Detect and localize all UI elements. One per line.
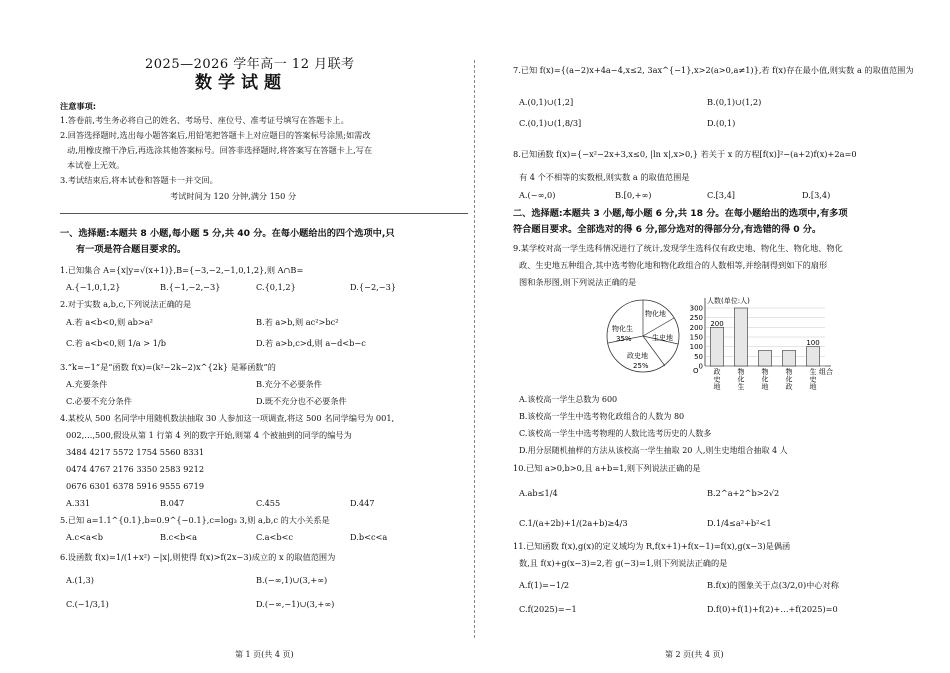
pie-label-wuhuadi: 物化地	[645, 310, 666, 318]
q7-option-b: B.(0,1)∪(1,2)	[707, 97, 762, 107]
page-footer-left: 第 1 页(共 4 页)	[235, 650, 294, 659]
q8-option-d: D.[3,4)	[802, 190, 831, 200]
separator	[60, 213, 468, 214]
question-10: 10.已知 a>0,b>0,且 a+b=1,则下列说法正确的是	[513, 463, 701, 473]
q7-option-d: D.(0,1)	[707, 118, 736, 128]
q4-option-a: A.331	[66, 498, 91, 508]
x-tick-label: 物	[761, 368, 769, 376]
q9-option-b: B.该校高一学生中选考物化政组合的人数为 80	[519, 412, 685, 421]
bar-series	[710, 308, 819, 390]
section1-heading-cont: 有一项是符合题目要求的。	[76, 244, 187, 255]
bar-3	[782, 351, 795, 366]
q7-option-a: A.(0,1)∪(1,2]	[519, 97, 574, 107]
question-6: 6.设函数 f(x)=1/(1+x²) −|x|,则使得 f(x)>f(2x−3)成立的 x 的取值范围为	[60, 552, 336, 562]
x-axis-label: 组合	[819, 368, 833, 376]
question-4: 4.某校从 500 名同学中用随机数法抽取 30 人参加这一项调查,将这 500 名同学编号为 001,	[60, 413, 395, 423]
question-11-cont: 数,且 f(x)+g(x−3)=2,若 g(−3)=1,则下列说法正确的是	[519, 558, 728, 568]
q5-option-c: C.a<b<c	[256, 532, 294, 542]
question-2: 2.对于实数 a,b,c,下列说法正确的是	[60, 299, 192, 309]
x-tick-label: 地	[713, 383, 721, 390]
page-footer-right: 第 2 页(共 4 页)	[665, 650, 724, 659]
bar-value-label: 100	[806, 339, 820, 348]
q11-option-a: A.f(1)=−1/2	[519, 580, 570, 590]
y-tick-label: 150	[689, 333, 703, 342]
y-tick-label: 0	[698, 362, 703, 371]
pie-label-shengshidi: 生史地	[652, 334, 673, 342]
q2-option-d: D.若 a>b,c>d,则 a−d<b−c	[256, 338, 366, 348]
q8-option-b: B.[0,+∞)	[615, 190, 652, 200]
question-8: 8.已知函数 f(x)={−x²−2x+3,x≤0, |ln x|,x>0,} 若关于 x 的方程[f(x)]²−(a+2)f(x)+2a=0	[513, 149, 857, 159]
bar-0	[710, 327, 723, 366]
q1-option-b: B.{−1,−2,−3}	[160, 282, 221, 292]
x-tick-label: 地	[761, 383, 769, 390]
q5-option-b: B.c<b<a	[160, 532, 198, 542]
question-1: 1.已知集合 A={x|y=√(x+1)},B={−3,−2,−1,0,1,2},则 A∩B=	[60, 265, 304, 275]
q7-option-c: C.(0,1)∪(1,8/3]	[519, 118, 582, 128]
pie-pct-wuhuasheng: 35%	[616, 335, 632, 343]
notice-line: 动,用橡皮擦干净后,再选涂其他答案标号。回答非选择题时,将答案写在答题卡上,写在	[67, 145, 373, 155]
x-tick-label: 物	[785, 368, 793, 376]
time-line: 考试时间为 120 分钟,满分 150 分	[170, 191, 297, 201]
q10-option-b: B.2^a+2^b>2√2	[707, 488, 780, 498]
x-tick-label: 物	[737, 368, 745, 376]
section1-heading: 一、选择题:本题共 8 小题,每小题 5 分,共 40 分。在每小题给出的四个选项中,只	[60, 228, 395, 239]
q3-option-d: D.既不充分也不必要条件	[256, 396, 347, 406]
pie-label-zhengshidi: 政史地	[627, 352, 648, 360]
q4-option-c: C.455	[256, 498, 281, 508]
bar-chart	[683, 294, 839, 390]
q8-option-c: C.[3,4]	[707, 190, 735, 200]
bar-4	[806, 347, 819, 366]
q1-option-a: A.{−1,0,1,2}	[66, 282, 121, 292]
q3-option-c: C.必要不充分条件	[66, 396, 132, 406]
q9-option-d: D.用分层随机抽样的方法从该校高一学生抽取 20 人,则生史地组合抽取 4 人	[519, 446, 788, 455]
pie-label-wuhuasheng: 物化生	[612, 325, 633, 333]
question-7: 7.已知 f(x)={(a−2)x+4a−4,x≤2, 3ax^{−1},x>2(a>0,a≠1)},若 f(x)存在最小值,则实数 a 的取值范围为	[513, 65, 914, 75]
q4-option-b: B.047	[160, 498, 185, 508]
q10-option-d: D.1/4≤a²+b²<1	[707, 518, 772, 528]
section2-heading-cont: 符合题目要求。全部选对的得 6 分,部分选对的得部分分,有选错的得 0 分。	[513, 224, 822, 235]
question-8-cont: 有 4 个不相等的实数根,则实数 a 的取值范围是	[519, 172, 690, 182]
y-tick-label: 300	[689, 304, 703, 313]
q10-option-c: C.1/(a+2b)+1/(2a+b)≥4/3	[519, 518, 628, 528]
question-9-cont: 图和条形图,则下列说法正确的是	[519, 277, 637, 287]
q10-option-a: A.ab≤1/4	[519, 488, 558, 498]
random-number-row: 0474 4767 2176 3350 2583 9212	[66, 464, 205, 474]
pie-pct-zhengshidi: 25%	[633, 362, 649, 370]
q2-option-b: B.若 a>b,则 ac²>bc²	[256, 317, 339, 327]
question-9-cont: 政、生史地五种组合,其中选考物化地和物化政组合的人数相等,并绘制得到如下的扇形	[519, 260, 828, 270]
q8-option-a: A.(−∞,0)	[519, 190, 556, 200]
x-tick-label: 生	[737, 383, 745, 390]
x-tick-label: 政	[785, 383, 793, 390]
notice-line: 1.答卷前,考生务必将自己的姓名、考场号、座位号、准考证号填写在答题卡上。	[60, 115, 349, 125]
q6-option-a: A.(1,3)	[66, 575, 94, 585]
q5-option-a: A.c<a<b	[66, 532, 103, 542]
random-number-row: 0676 6301 6378 5916 9555 6719	[66, 481, 205, 491]
q11-option-c: C.f(2025)=−1	[519, 604, 577, 614]
x-tick-label: 化	[761, 375, 769, 384]
q6-option-d: D.(−∞,−1)∪(3,+∞)	[256, 599, 335, 609]
q4-option-d: D.447	[350, 498, 375, 508]
x-tick-label: 史	[713, 375, 721, 384]
q2-option-a: A.若 a<b<0,则 ab>a²	[66, 317, 153, 327]
q11-option-d: D.f(0)+f(1)+f(2)+…+f(2025)=0	[707, 604, 838, 614]
pie-chart	[603, 296, 683, 376]
bar-value-label: 200	[710, 319, 724, 328]
random-number-row: 3484 4217 5572 1754 5560 8331	[66, 447, 205, 457]
origin-label: O	[693, 367, 699, 375]
y-tick-label: 250	[689, 314, 703, 323]
question-5: 5.已知 a=1.1^{0.1},b=0.9^{−0.1},c=log₃ 3,则 a,b,c 的大小关系是	[60, 515, 330, 525]
question-9: 9.某学校对高一学生选科情况进行了统计,发现学生选科仅有政史地、物化生、物化地、物化	[513, 243, 843, 253]
x-tick-label: 生	[809, 368, 817, 376]
q1-option-c: C.{0,1,2}	[256, 282, 296, 292]
x-tick-label: 政	[713, 368, 721, 376]
q6-option-c: C.(−1/3,1)	[66, 599, 109, 609]
q1-option-d: D.{−2,−3}	[350, 282, 397, 292]
q3-option-b: B.充分不必要条件	[256, 379, 322, 389]
question-4-cont: 002,…,500,假设从第 1 行第 4 列的数字开始,则第 4 个被抽到的同学的编号为	[66, 430, 352, 440]
subject-title: 数学试题	[195, 73, 287, 93]
question-3: 3.“k=−1”是“函数 f(x)=(k²−2k−2)x^{2k} 是幂函数”的	[60, 362, 276, 372]
q6-option-b: B.(−∞,1)∪(3,+∞)	[256, 575, 328, 585]
y-tick-label: 200	[689, 323, 703, 332]
bar-2	[758, 351, 771, 366]
y-tick-label: 50	[694, 352, 703, 361]
column-divider	[474, 60, 475, 638]
notice-line: 2.回答选择题时,选出每小题答案后,用铅笔把答题卡上对应题目的答案标号涂黑;如需改	[60, 130, 371, 140]
x-tick-label: 化	[785, 375, 793, 384]
notice-line: 3.考试结束后,将本试卷和答题卡一并交回。	[60, 175, 218, 185]
notice-line: 本试卷上无效。	[67, 160, 125, 170]
x-tick-label: 化	[737, 375, 745, 384]
q3-option-a: A.充要条件	[66, 379, 108, 389]
notice-heading: 注意事项:	[60, 101, 97, 111]
q9-option-a: A.该校高一学生总数为 600	[519, 395, 618, 404]
q9-option-c: C.该校高一学生中选考物理的人数比选考历史的人数多	[519, 429, 712, 438]
q2-option-c: C.若 a<b<0,则 1/a > 1/b	[66, 338, 166, 348]
q5-option-d: D.b<c<a	[350, 532, 388, 542]
chart-title: 人数(单位:人)	[707, 297, 750, 305]
bar-1	[734, 308, 747, 366]
question-11: 11.已知函数 f(x),g(x)的定义域均为 R,f(x+1)+f(x−1)=f(x),g(x−3)是偶函	[513, 541, 791, 551]
section2-heading: 二、选择题:本题共 3 小题,每小题 6 分,共 18 分。在每小题给出的选项中,有多项	[513, 208, 848, 219]
q11-option-b: B.f(x)的图象关于点(3/2,0)中心对称	[707, 580, 839, 590]
x-tick-label: 史	[809, 375, 817, 384]
y-tick-label: 100	[689, 343, 703, 352]
x-tick-label: 地	[809, 383, 817, 390]
exam-title: 2025—2026 学年高一 12 月联考	[145, 57, 355, 72]
